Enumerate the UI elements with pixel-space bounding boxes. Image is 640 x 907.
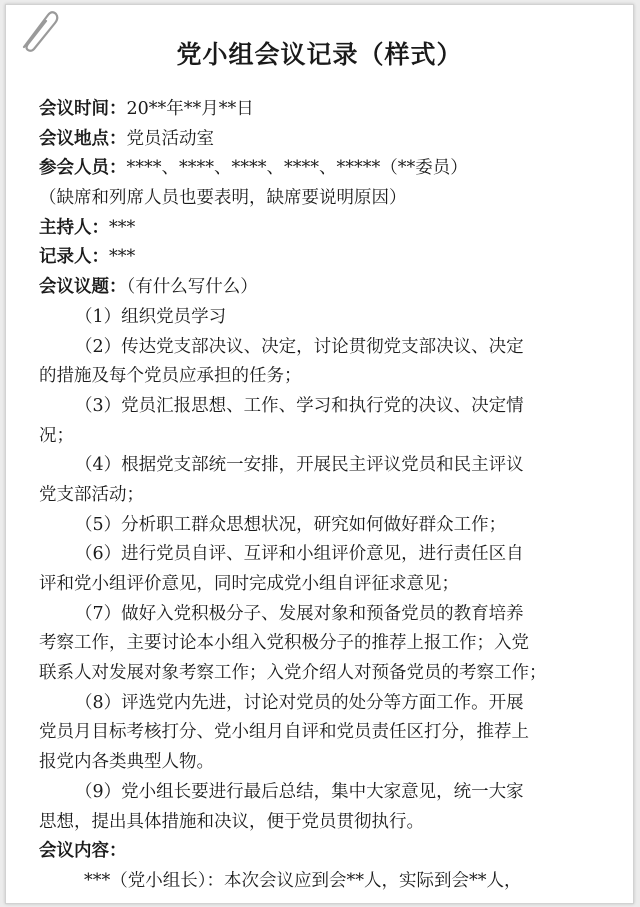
topic-6-line-1: （6）进行党员自评、互评和小组评价意见，进行责任区自	[75, 544, 524, 565]
meeting-place-label: 会议地点：	[39, 128, 127, 149]
attendees-note: （缺席和列席人员也要表明，缺席要说明原因）	[39, 188, 407, 209]
topic-2-line-2: 的措施及每个党员应承担的任务；	[39, 366, 302, 387]
recorder-value: ***	[109, 247, 136, 268]
topic-2-line-1: （2）传达党支部决议、决定，讨论贯彻党支部决议、决定	[75, 336, 524, 357]
recorder-label: 记录人：	[39, 247, 109, 268]
meeting-place-row	[39, 125, 623, 155]
topics-hint: （有什么写什么）	[126, 277, 258, 298]
topic-1-line-1: （1）组织党员学习	[75, 306, 227, 327]
topic-3-line-2: 况；	[39, 425, 74, 446]
attendees-row	[39, 154, 623, 184]
meeting-record	[39, 95, 623, 897]
topic-4-line-2: 党支部活动；	[39, 484, 144, 505]
content-first-line: ***（党小组长）：本次会议应到会**人，实际到会**人，	[84, 870, 522, 891]
host-label: 主持人：	[39, 217, 109, 238]
topic-6-line-2: 评和党小组评价意见，同时完成党小组自评征求意见；	[39, 574, 459, 594]
topics-row	[39, 273, 623, 303]
meeting-place-value: 党员活动室	[126, 128, 214, 149]
topic-4-line-1: （4）根据党支部统一安排，开展民主评议党员和民主评议	[75, 455, 524, 476]
topic-7-line-2: 考察工作，主要讨论本小组入党积极分子的推荐上报工作；入党	[39, 633, 529, 654]
document-title: 党小组会议记录（样式）	[176, 40, 463, 69]
meeting-time-label: 会议时间：	[39, 99, 127, 119]
topics-label: 会议议题：	[39, 277, 127, 298]
meeting-time-value: 20**年**月**日	[126, 99, 254, 119]
attendees-value: ****、****、****、****、*****（**委员）	[126, 158, 468, 179]
recorder-row	[39, 243, 623, 273]
topic-9-line-1: （9）党小组长要进行最后总结，集中大家意见，统一大家	[75, 781, 524, 802]
meeting-time-row	[39, 95, 623, 125]
attendees-label: 参会人员：	[39, 158, 127, 179]
topic-8-line-3: 报党内各类典型人物。	[39, 752, 214, 773]
topic-7-line-1: （7）做好入党积极分子、发展对象和预备党员的教育培养	[75, 603, 524, 624]
topic-5-line-1: （5）分析职工群众思想状况，研究如何做好群众工作；	[75, 514, 507, 535]
topic-8-line-1: （8）评选党内先进，讨论对党员的处分等方面工作。开展	[75, 692, 524, 713]
topic-9-line-2: 思想，提出具体措施和决议，便于党员贯彻执行。	[39, 811, 424, 832]
topic-3-line-1: （3）党员汇报思想、工作、学习和执行党的决议、决定情	[75, 395, 524, 416]
topic-8-line-2: 党员月目标考核打分、党小组月自评和党员责任区打分，推荐上	[39, 722, 529, 743]
host-row	[39, 214, 623, 244]
content-label: 会议内容：	[39, 841, 127, 862]
document-page	[5, 4, 634, 904]
host-value: ***	[109, 217, 136, 238]
topic-7-line-3: 联系人对发展对象考察工作；入党介绍人对预备党员的考察工作；	[39, 663, 547, 684]
